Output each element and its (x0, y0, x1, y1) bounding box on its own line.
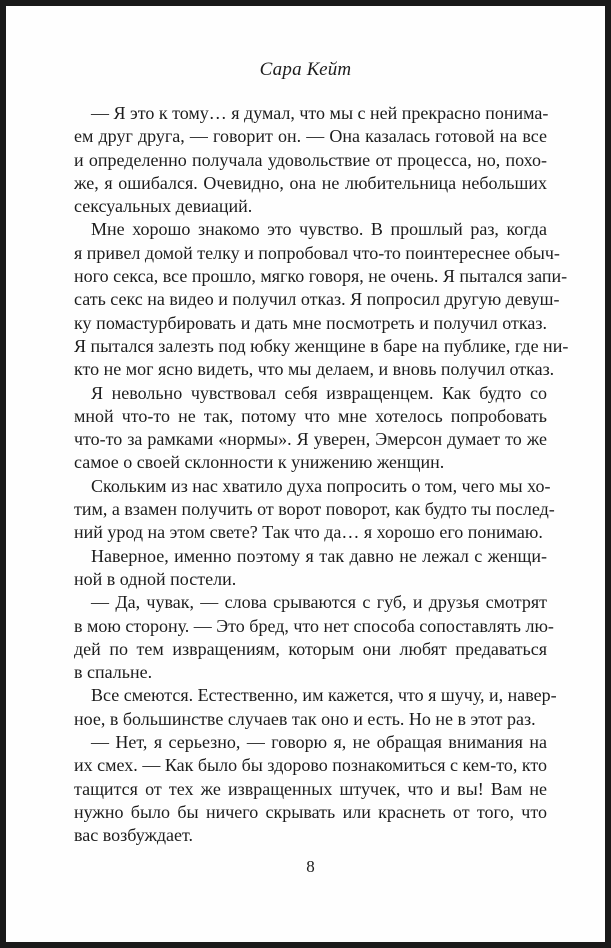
text-line: нужно было бы ничего скрывать или краснеть от того, что (74, 801, 547, 822)
paragraph (74, 731, 547, 847)
text-line: и определенно получала удовольствие от процесса, но, похо- (74, 149, 547, 170)
text-line: Мне хорошо знакомо это чувство. В прошлый раз, когда (91, 219, 547, 240)
running-header-author: Сара Кейт (259, 59, 352, 80)
body-text (74, 102, 569, 848)
paragraph (74, 218, 569, 381)
book-page (6, 6, 605, 942)
text-line: Наверное, именно поэтому я так давно не лежал с женщи- (91, 545, 547, 566)
paragraph (74, 382, 547, 475)
text-line: мной что-то не так, потому что мне хотелось попробовать (74, 405, 547, 426)
text-line: в спальне. (74, 662, 153, 683)
text-line: самое о своей склонности к унижению женщин. (74, 452, 445, 473)
paragraph (74, 591, 554, 684)
page-number: 8 (306, 856, 315, 876)
text-line: вас возбуждает. (74, 825, 194, 846)
text-line: тащится от тех же извращенных штучек, что и вы! Вам не (74, 778, 547, 799)
paragraph (74, 102, 547, 218)
text-line: ем друг друга, — говорит он. — Она казалась готовой на все (74, 126, 547, 147)
text-line: ное, в большинстве случаев так оно и есть. Но не в этот раз. (74, 708, 536, 729)
text-line: тим, а взамен получить от ворот поворот, как будто ты послед- (74, 499, 555, 520)
text-line: Скольким из нас хватило духа попросить о том, чего мы хо- (91, 475, 551, 496)
text-line: Все смеются. Естественно, им кажется, что я шучу, и, навер- (91, 685, 557, 706)
text-line: кто не мог ясно видеть, что мы делаем, и вновь получил отказ. (74, 359, 555, 380)
text-line: же, я ошибался. Очевидно, она не любительница небольших (74, 172, 547, 193)
text-line: ного секса, все прошло, мягко говоря, не очень. Я пытался запи- (74, 266, 568, 287)
text-line: сексуальных девиаций. (74, 196, 253, 217)
text-line: Я пытался залезть под юбку женщине в баре на публике, где ни- (74, 335, 569, 356)
text-line: что-то за рамками «нормы». Я уверен, Эмерсон думает то же (74, 429, 547, 450)
paragraph (74, 684, 557, 731)
text-line: сать секс на видео и получил отказ. Я попросил другую девуш- (74, 289, 560, 310)
text-line: ной в одной постели. (74, 568, 237, 589)
text-line: — Я это к тому… я думал, что мы с ней прекрасно понима- (91, 103, 549, 123)
text-line: — Нет, я серьезно, — говорю я, не обращая внимания на (91, 732, 547, 753)
text-line: в мою сторону. — Это бред, что нет способа сопоставлять лю- (74, 615, 554, 636)
text-line: Я невольно чувствовал себя извращенцем. Как будто со (91, 382, 547, 403)
text-line: их смех. — Как было бы здорово познакомиться с кем-то, кто (74, 755, 547, 776)
text-line: ку помастурбировать и дать мне посмотреть и получил отказ. (74, 312, 547, 333)
paragraph (74, 475, 555, 545)
text-line: я привел домой телку и попробовал что-то поинтереснее обыч- (74, 242, 560, 263)
text-line: ний урод на этом свете? Так что да… я хорошо его понимаю. (74, 522, 543, 543)
text-line: — Да, чувак, — слова срываются с губ, и друзья смотрят (91, 592, 547, 613)
paragraph (74, 545, 547, 592)
text-line: дей по тем извращениям, которым они любят предаваться (74, 638, 547, 659)
